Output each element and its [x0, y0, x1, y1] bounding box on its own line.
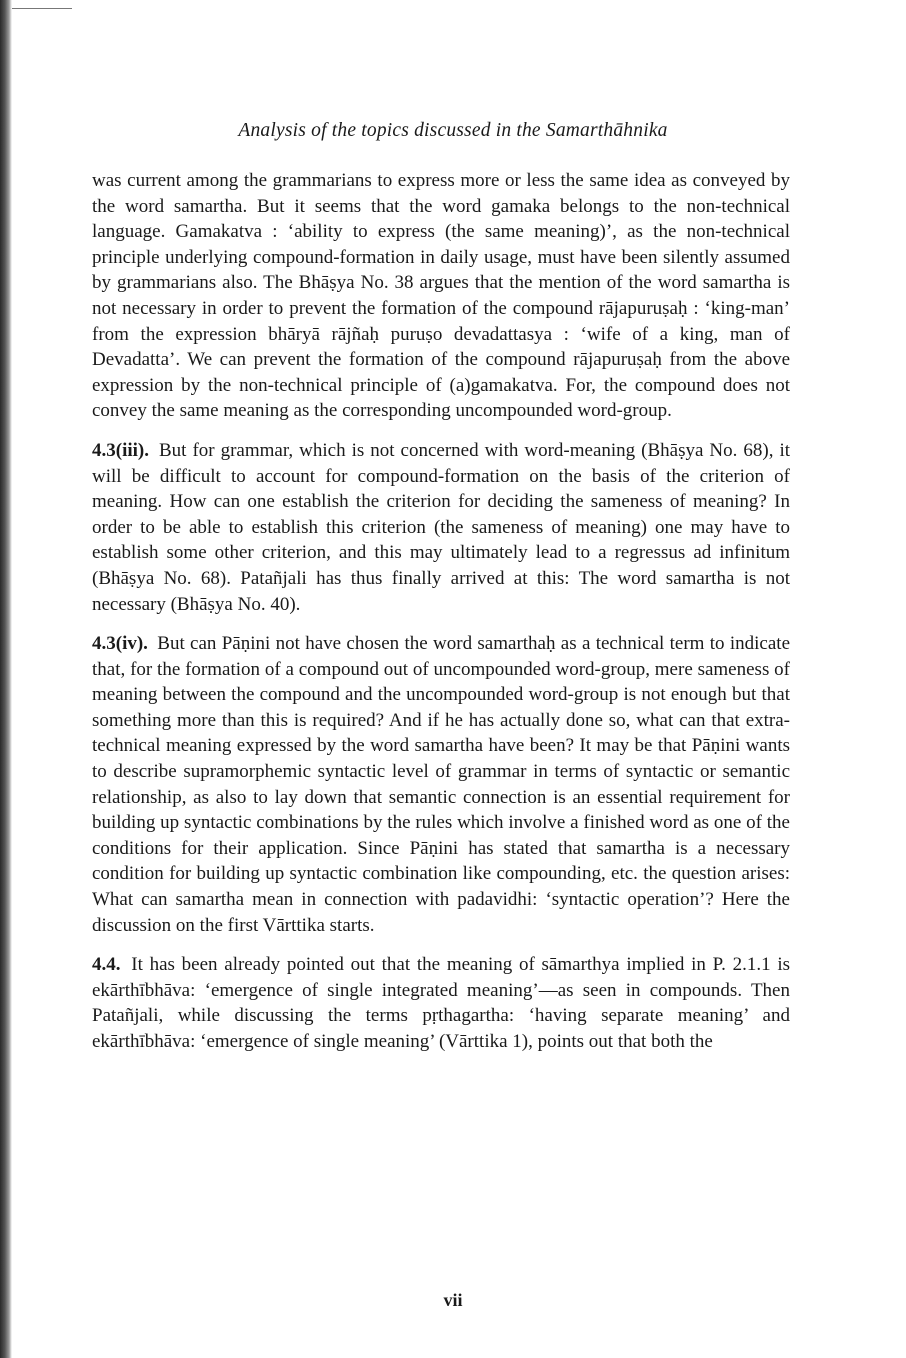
paragraph-4-3-iii	[92, 438, 790, 617]
paragraph-text: But for grammar, which is not concerned with word-meaning (Bhāṣya No. 68), it will be difficult to account for compound-formation on the basis of the criterion of meaning. How can one establish the criterion for deciding the sameness of meaning? In order to be able to establish this criterion (the sameness of meaning) one may have to establish some other criterion, and this may ultimately lead to a regressus ad infinitum (Bhāṣya No. 68). Patañjali has thus finally arrived at this: The word samartha is not necessary (Bhāṣya No. 40).	[92, 439, 791, 615]
paragraph-continued	[92, 168, 790, 424]
paragraph-text: It has been already pointed out that the meaning of sāmarthya implied in P. 2.1.1 is ekārthībhāva: ‘emergence of single integrated meaning’—as seen in compounds. Then Patañjali, while discussing the terms pṛthagartha: ‘having separate meaning’ and ekārthībhāva: ‘emergence of single meaning’ (Vārttika 1), points out that both the	[92, 954, 791, 1052]
paragraph-number: 4.3(iii).	[92, 439, 149, 461]
paragraph-text: But can Pāṇini not have chosen the word samarthaḥ as a technical term to indicate that, for the formation of a compound out of uncompounded word-group, mere sameness of meaning between the compound and the uncompounded word-group is not enough but that something more than this is required? And if he has actually done so, what can that extra-technical meaning expressed by the word samartha have been? It may be that Pāṇini wants to describe supramorphemic syntactic level of grammar in terms of syntactic or semantic relationship, as also to lay down that semantic connection is an essential requirement for building up syntactic combinations by the rules which involve a finished word as one of the conditions for their application. Since Pāṇini has stated that samartha is a necessary condition for building up syntactic combination like compounding, etc. the question arises: What can samartha mean in connection with padavidhi: ‘syntactic operation’? Here the discussion on the first Vārttika starts.	[92, 633, 790, 936]
corner-mark	[12, 8, 72, 9]
paragraph-4-3-iv	[92, 631, 790, 938]
paragraph-number: 4.3(iv).	[92, 633, 148, 655]
paragraph-number: 4.4.	[92, 954, 121, 976]
running-header: Analysis of the topics discussed in the Samarthāhnika	[238, 120, 668, 141]
body-text	[92, 168, 790, 1069]
page-binding-edge	[0, 0, 12, 1358]
paragraph-text: was current among the grammarians to express more or less the same idea as conveyed by the word samartha. But it seems that the word gamaka belongs to the non-technical language. Gamakatva : ‘ability to express (the same meaning)’, as the non-technical principle underlying compound-formation in daily usage, must have been silently assumed by grammarians also. The Bhāṣya No. 38 argues that the mention of the word samartha is not necessary in order to prevent the formation of the compound rājapuruṣaḥ : ‘king-man’ from the expression bhāryā rājñaḥ puruṣo devadattasya : ‘wife of a king, man of Devadatta’. We can prevent the formation of the compound rājapuruṣaḥ from the above expression by the non-technical principle of (a)gamakatva. For, the compound does not convey the same meaning as the corresponding uncompounded word-group.	[92, 170, 790, 422]
page-number: vii	[443, 1290, 463, 1310]
paragraph-4-4	[92, 952, 790, 1054]
